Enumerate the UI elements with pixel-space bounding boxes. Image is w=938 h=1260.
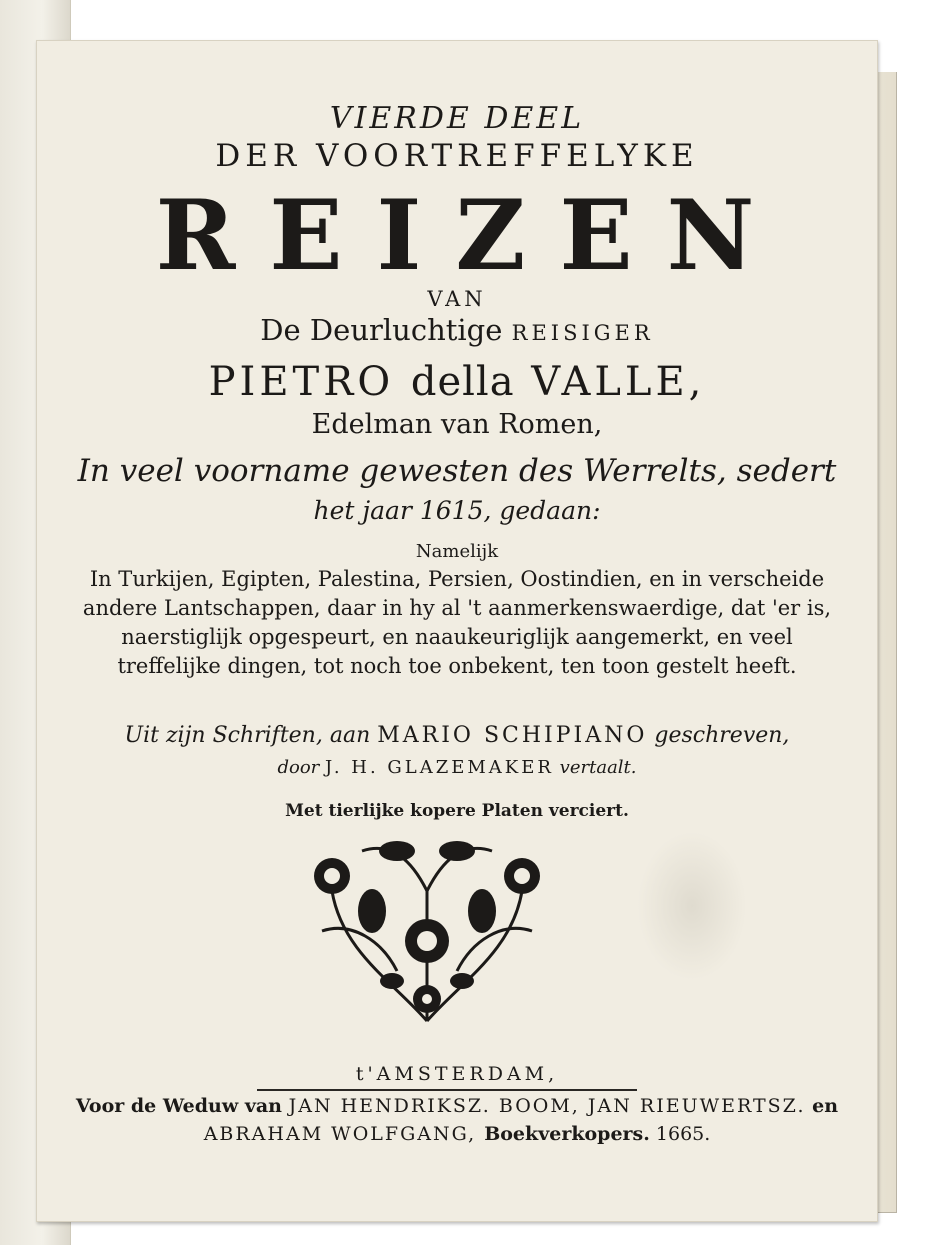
subtitle-der: DER VOORTREFFELYKE	[215, 138, 699, 174]
paper-stain	[637, 831, 747, 981]
translator-name: J. H. GLAZEMAKER	[325, 757, 554, 778]
imprint-booksellers: Boekverkopers.	[484, 1123, 650, 1145]
source-prefix: Uit zijn Schriften, aan	[124, 723, 378, 748]
traveller-line	[37, 313, 877, 347]
description-paragraph: In Turkijen, Egipten, Palestina, Persien, Oostindien, en in verscheide andere Lantschappen, daar in hy al 't aanmerkenswaerdige, dat 'er is, naerstiglijk opgespeurt, en naaukeuriglijk aangemerkt, en veel treffelijke dingen, tot noch toe onbekent, ten toon gestelt heeft.	[82, 567, 832, 678]
imprint-widow: Voor de Weduw van	[75, 1095, 289, 1117]
namelijk-line: Namelijk	[415, 541, 499, 562]
author-last: VALLE,	[514, 359, 706, 405]
imprint-year: 1665.	[649, 1123, 711, 1145]
title-page	[36, 40, 878, 1222]
author-first: PIETRO	[208, 359, 411, 405]
recipient-name: MARIO SCHIPIANO	[377, 723, 648, 748]
traveller-word: REISIGER	[511, 321, 654, 345]
traveller-prefix: De Deurluchtige	[260, 313, 512, 347]
author-della: della	[410, 359, 515, 405]
imprint-wolfgang: ABRAHAM WOLFGANG,	[203, 1123, 485, 1145]
place-of-publication: t'AMSTERDAM,	[355, 1063, 559, 1085]
imprint-line-2	[37, 1123, 877, 1145]
author-title: Edelman van Romen,	[311, 409, 603, 440]
source-line	[37, 723, 877, 748]
floral-vignette-icon	[302, 831, 552, 1031]
translator-line	[37, 757, 877, 778]
imprint-line-1	[37, 1095, 877, 1117]
imprint-rule	[257, 1089, 637, 1091]
author-name	[37, 359, 877, 405]
volume-heading: VIERDE DEEL	[329, 101, 585, 136]
imprint-publishers: JAN HENDRIKSZ. BOOM, JAN RIEUWERTSZ.	[288, 1095, 806, 1117]
translator-suffix: vertaalt.	[553, 757, 637, 778]
main-title: REIZEN	[155, 179, 789, 292]
regions-line: In veel voorname gewesten des Werrelts, sedert	[77, 453, 837, 489]
year-line: het jaar 1615, gedaan:	[313, 496, 601, 525]
plates-line: Met tierlijke kopere Platen verciert.	[285, 801, 629, 821]
van-line: VAN	[427, 287, 487, 311]
source-suffix: geschreven,	[647, 723, 790, 748]
translator-prefix: door	[277, 757, 325, 778]
imprint-en: en	[805, 1095, 839, 1117]
